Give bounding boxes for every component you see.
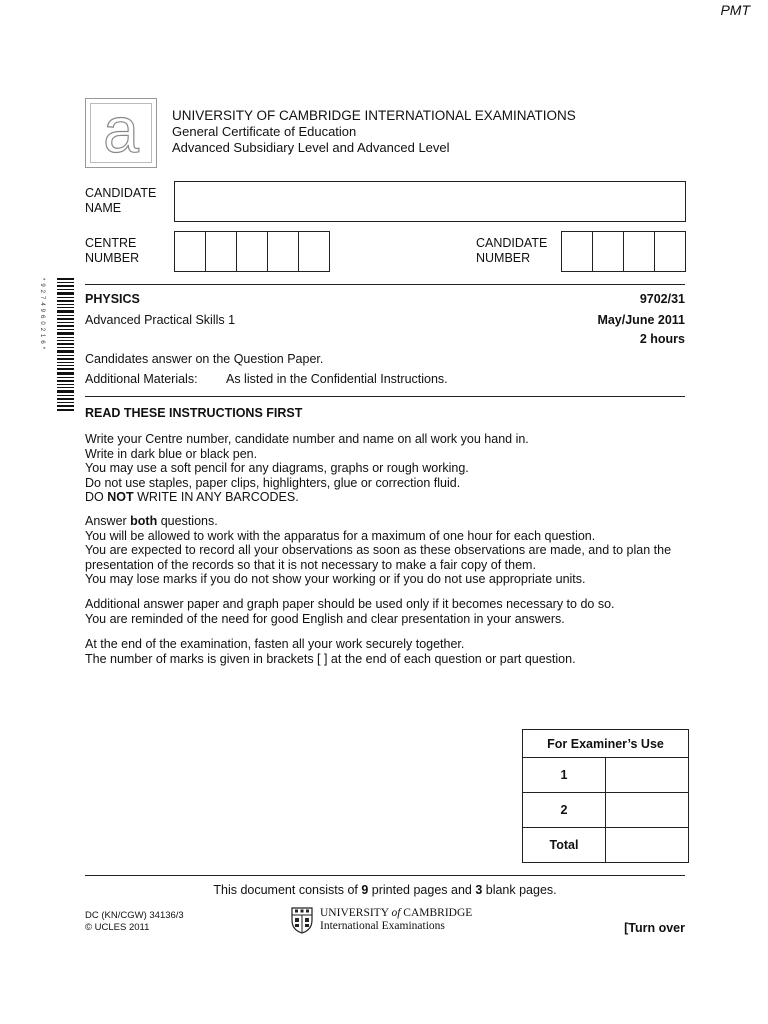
subject: PHYSICS [85, 292, 140, 306]
instructions-block-1 [85, 432, 686, 505]
instruction-line: You will be allowed to work with the apparatus for a maximum of one hour for each question. [85, 528, 596, 543]
centre-number-field[interactable] [174, 231, 330, 272]
candidate-number-label: CANDIDATE NUMBER [476, 236, 548, 265]
session: May/June 2011 [597, 313, 685, 327]
instructions-block-2 [85, 514, 686, 587]
logo-letter: a [103, 94, 139, 166]
examiner-row-label: Total [523, 828, 606, 863]
paper-title: Advanced Practical Skills 1 [85, 313, 236, 327]
instructions-block-4 [85, 637, 686, 666]
instruction-line: Write your Centre number, candidate number and name on all work you hand in. [85, 432, 529, 446]
instruction-line: DO NOT WRITE IN ANY BARCODES. [85, 490, 299, 504]
cambridge-footer-logo [290, 906, 472, 934]
certificate-title: General Certificate of Education [172, 124, 357, 139]
instruction-line: You may lose marks if you do not show your working or if you do not use appropriate units. [85, 572, 586, 586]
instruction-line: You may use a soft pencil for any diagrams, graphs or rough working. [85, 461, 469, 475]
examiner-table-title: For Examiner’s Use [523, 730, 689, 758]
materials-value: As listed in the Confidential Instructions. [226, 372, 448, 386]
instructions-block-3 [85, 597, 686, 626]
candidate-name-field[interactable] [174, 181, 686, 222]
duration: 2 hours [639, 332, 685, 346]
examiner-mark-cell[interactable] [606, 828, 689, 863]
level-title: Advanced Subsidiary Level and Advanced Level [172, 140, 450, 155]
corner-mark: PMT [720, 2, 750, 18]
answer-note: Candidates answer on the Question Paper. [85, 352, 324, 366]
divider [85, 396, 685, 397]
centre-number-label: CENTRE NUMBER [85, 236, 140, 265]
examiner-mark-cell[interactable] [606, 793, 689, 828]
instruction-line: Write in dark blue or black pen. [85, 446, 258, 461]
paper-code: 9702/31 [639, 292, 685, 306]
cie-logo [85, 94, 157, 168]
instruction-line: The number of marks is given in brackets [ ] at the end of each question or part question. [85, 651, 576, 666]
examiner-table [522, 729, 689, 863]
candidate-name-label: CANDIDATE NAME [85, 186, 157, 215]
examiner-row-label: 1 [523, 758, 606, 793]
logo-line-1: UNIVERSITY of CAMBRIDGE [320, 907, 473, 919]
instruction-line: Additional answer paper and graph paper should be used only if it becomes necessary to do so. [85, 597, 615, 611]
barcode [47, 278, 75, 412]
instruction-line: Answer both questions. [85, 514, 218, 528]
page-count-note: This document consists of 9 printed pages and 3 blank pages. [213, 883, 557, 897]
instruction-line: You are reminded of the need for good English and clear presentation in your answers. [85, 611, 565, 626]
document-reference: DC (KN/CGW) 34136/3 © UCLES 2011 [85, 910, 184, 933]
university-title: UNIVERSITY OF CAMBRIDGE INTERNATIONAL EXAMINATIONS [172, 108, 576, 123]
divider [85, 284, 685, 285]
instruction-line: You are expected to record all your observations as soon as these observations are made, and to plan the presentation of the records so that it is not necessary to make a fair copy of them. [85, 543, 672, 572]
instruction-line: At the end of the examination, fasten all your work securely together. [85, 637, 465, 651]
crest-icon [290, 906, 314, 934]
examiner-row-label: 2 [523, 793, 606, 828]
barcode-digits: *9274960216* [39, 278, 45, 353]
candidate-number-field[interactable] [561, 231, 686, 272]
instructions-heading: READ THESE INSTRUCTIONS FIRST [85, 406, 303, 420]
divider [85, 875, 685, 876]
materials-label: Additional Materials: [85, 372, 198, 386]
examiner-mark-cell[interactable] [606, 758, 689, 793]
instruction-line: Do not use staples, paper clips, highlighters, glue or correction fluid. [85, 475, 461, 490]
turn-over: [Turn over [624, 921, 685, 935]
logo-line-2: International Examinations [320, 920, 445, 932]
